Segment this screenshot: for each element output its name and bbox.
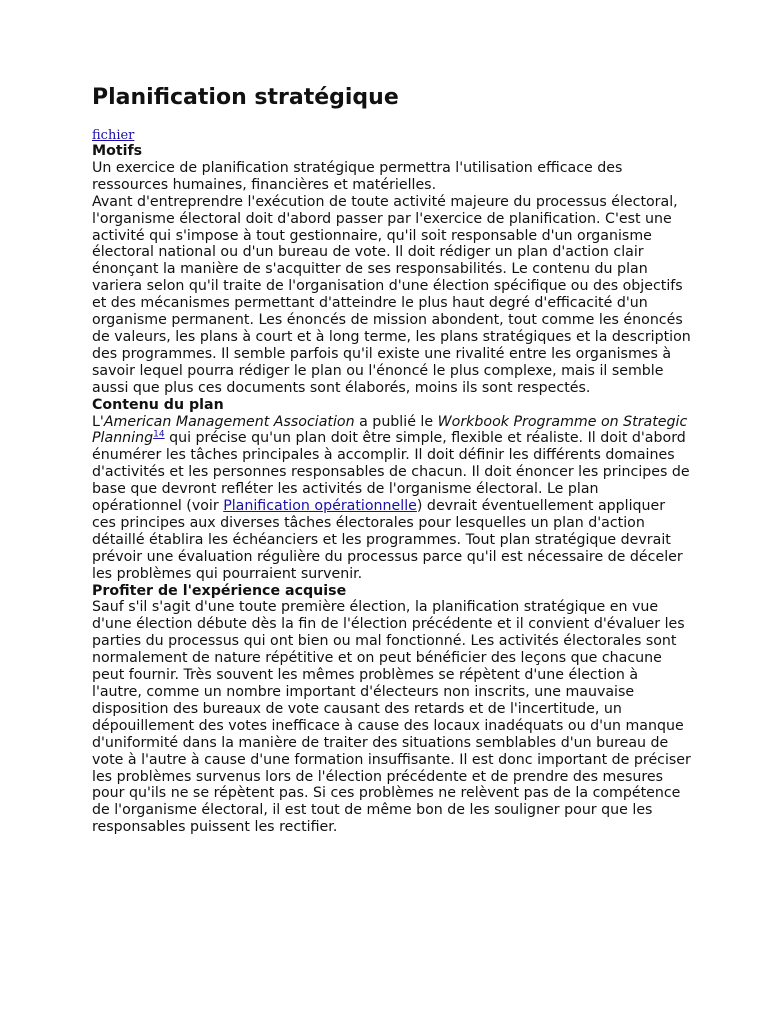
document-page [92, 84, 692, 836]
contenu-paragraph [92, 414, 692, 583]
motifs-paragraph-1: Un exercice de planification stratégique permettra l'utilisation efficace des ressources humaines, financières et matérielles. [92, 159, 623, 193]
heading-contenu-du-plan: Contenu du plan [92, 396, 224, 413]
heading-profiter: Profiter de l'expérience acquise [92, 582, 347, 599]
contenu-text-2: a publié le [354, 413, 438, 430]
page-title: Planification stratégique [92, 85, 399, 110]
contenu-text-3: qui précise qu'un plan doit être simple, flexible et réaliste. Il doit d'abord énumérer les tâches principales à accomplir. Il doit définir les différents domaines d'activités et les personnes responsables de chacun. Il doit énoncer les principes de base que devront refléter les activités de l'organisme électoral. Le plan opérationnel (voir [92, 430, 690, 515]
contenu-text-1: L' [92, 413, 104, 430]
file-link[interactable]: fichier [92, 128, 135, 143]
planification-operationnelle-link[interactable]: Planification opérationnelle [223, 498, 417, 515]
org-name: American Management Association [103, 413, 355, 430]
book-title: Workbook Programme on Strategic Planning [92, 413, 688, 447]
footnote-ref [153, 430, 164, 440]
heading-motifs: Motifs [92, 143, 143, 159]
contenu-text-4: ) devrait éventuellement appliquer ces principes aux diverses tâches électorales pour lesquelles un plan d'action détaillé établira les échéanciers et les programmes. Tout plan stratégique devrait prévoir une évaluation régulière du processus parce qu'il est nécessaire de déceler les problèmes qui pourraient survenir. [92, 498, 683, 582]
motifs-paragraph-2: Avant d'entreprendre l'exécution de toute activité majeure du processus électoral, l'organisme électoral doit d'abord passer par l'exercice de planification. C'est une activité qui s'impose à tout gestionnaire, qu'il soit responsable d'un organisme électoral national ou d'un bureau de vote. Il doit rédiger un plan d'action clair énonçant la manière de s'acquitter de ses responsabilités. Le contenu du plan variera selon qu'il traite de l'organisation d'une élection spécifique ou des objectifs et des mécanismes permettant d'atteindre le plus haut degré d'efficacité d'un organisme permanent. Les énoncés de mission abondent, tout comme les énoncés de valeurs, les plans à court et à long terme, les plans stratégiques et la description des programmes. Il semble parfois qu'il existe une rivalité entre les organismes à savoir lequel pourra rédiger le plan ou l'énoncé le plus complexe, mais il semble aussi que plus ces documents sont élaborés, moins ils sont respectés. [92, 193, 691, 396]
footnote-link[interactable]: 14 [153, 429, 165, 440]
profiter-paragraph: Sauf s'il s'agit d'une toute première élection, la planification stratégique en vue d'une élection débute dès la fin de l'élection précédente et il convient d'évaluer les parties du processus qui ont bien ou mal fonctionné. Les activités électorales sont normalement de nature répétitive et on peut bénéficier des leçons que chacune peut fournir. Très souvent les mêmes problèmes se répètent d'une élection à l'autre, comme un nombre important d'électeurs non inscrits, une mauvaise disposition des bureaux de vote causant des retards et de l'incertitude, un dépouillement des votes inefficace à cause des locaux inadéquats ou d'un manque d'uniformité dans la manière de traiter des situations semblables d'un bureau de vote à l'autre à cause d'une formation insuffisante. Il est donc important de préciser les problèmes survenus lors de l'élection précédente et de prendre des mesures pour qu'ils ne se répètent pas. Si ces problèmes ne relèvent pas de la compétence de l'organisme électoral, il est tout de même bon de les souligner pour que les responsables puissent les rectifier. [92, 599, 691, 836]
